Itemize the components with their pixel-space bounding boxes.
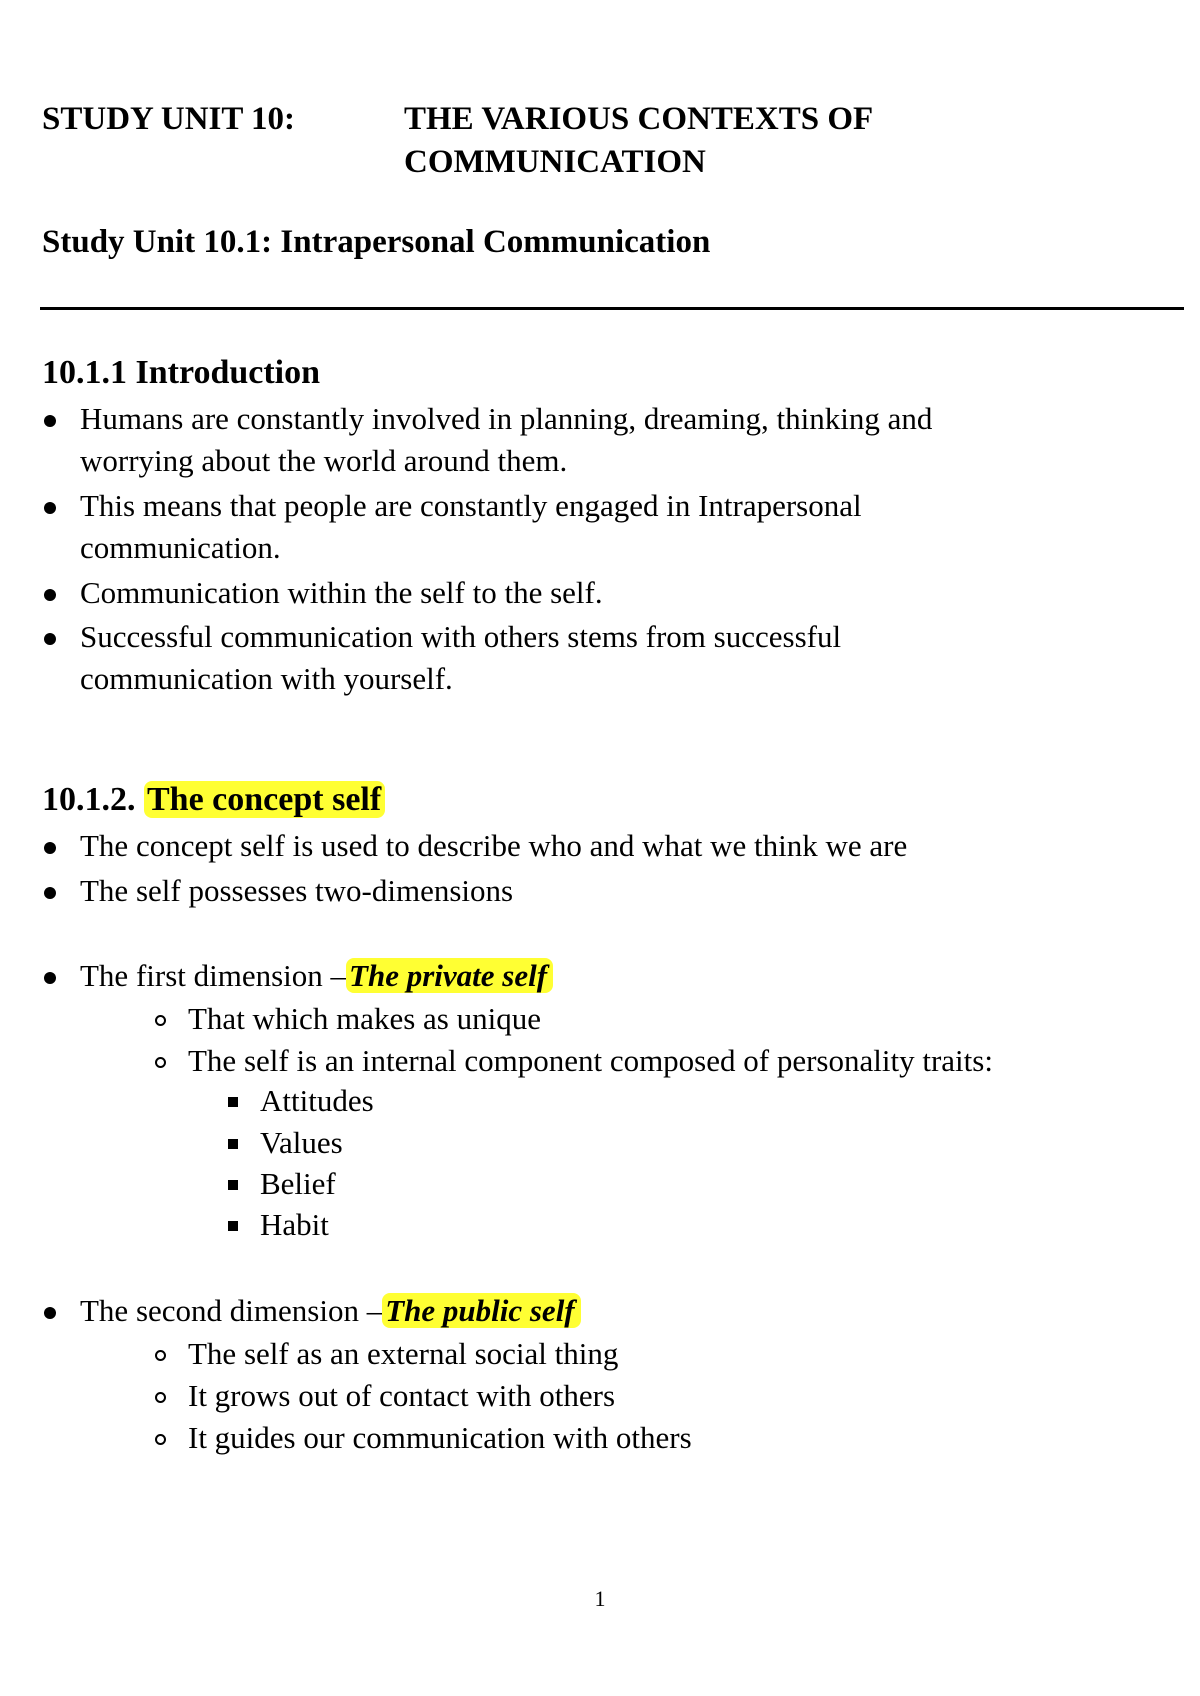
circle-bullet-icon [155,1350,166,1361]
circle-bullet-icon [155,1057,166,1068]
first-dimension-prefix: The first dimension – [80,958,347,993]
horizontal-rule [40,307,1184,310]
bullet-icon [44,589,56,601]
bullet-icon [44,1307,56,1319]
concept-bullet-1: The concept self is used to describe who and what we think we are [80,828,908,863]
square-bullet-icon [228,1097,238,1107]
first-dimension-item-2: The self is an internal component composed of personality traits: [188,1043,993,1078]
section-number: 10.1.2. [42,781,136,818]
second-dimension-item-1: The self as an external social thing [188,1336,619,1371]
subunit-title: Study Unit 10.1: Intrapersonal Communication [42,224,711,260]
intro-bullet-1-line-1: Humans are constantly involved in planning, dreaming, thinking and [80,401,933,436]
intro-bullet-2-line-2: communication. [80,530,281,565]
trait-item-4: Habit [260,1207,329,1242]
intro-bullet-4-line-1: Successful communication with others stems from successful [80,619,842,654]
first-dimension-line [80,956,553,996]
bullet-icon [44,842,56,854]
square-bullet-icon [228,1221,238,1231]
bullet-icon [44,972,56,984]
unit-title: THE VARIOUS CONTEXTS OF COMMUNICATION [404,101,872,180]
bullet-icon [44,502,56,514]
second-dimension-line [80,1291,581,1331]
page-number: 1 [594,1586,606,1611]
concept-bullet-2: The self possesses two-dimensions [80,873,514,908]
first-dimension-item-1: That which makes as unique [188,1001,541,1036]
section-heading-concept-self [42,780,385,820]
square-bullet-icon [228,1180,238,1190]
intro-bullet-1-line-2: worrying about the world around them. [80,443,568,478]
unit-label: STUDY UNIT 10: [42,101,296,137]
square-bullet-icon [228,1139,238,1149]
bullet-icon [44,633,56,645]
circle-bullet-icon [155,1434,166,1445]
circle-bullet-icon [155,1015,166,1026]
intro-bullet-4-line-2: communication with yourself. [80,661,453,696]
first-dimension-highlight: The private self [346,958,553,993]
bullet-icon [44,415,56,427]
second-dimension-prefix: The second dimension – [80,1293,383,1328]
intro-bullet-3: Communication within the self to the self. [80,575,603,610]
intro-bullet-2-line-1: This means that people are constantly engaged in Intrapersonal [80,488,862,523]
section-heading-introduction: 10.1.1 Introduction [42,354,321,391]
bullet-icon [44,887,56,899]
trait-item-3: Belief [260,1166,336,1201]
highlighted-heading: The concept self [144,781,385,818]
second-dimension-item-2: It grows out of contact with others [188,1378,616,1413]
trait-item-1: Attitudes [260,1083,374,1118]
second-dimension-item-3: It guides our communication with others [188,1420,692,1455]
second-dimension-highlight: The public self [382,1293,580,1328]
circle-bullet-icon [155,1392,166,1403]
trait-item-2: Values [260,1125,343,1160]
